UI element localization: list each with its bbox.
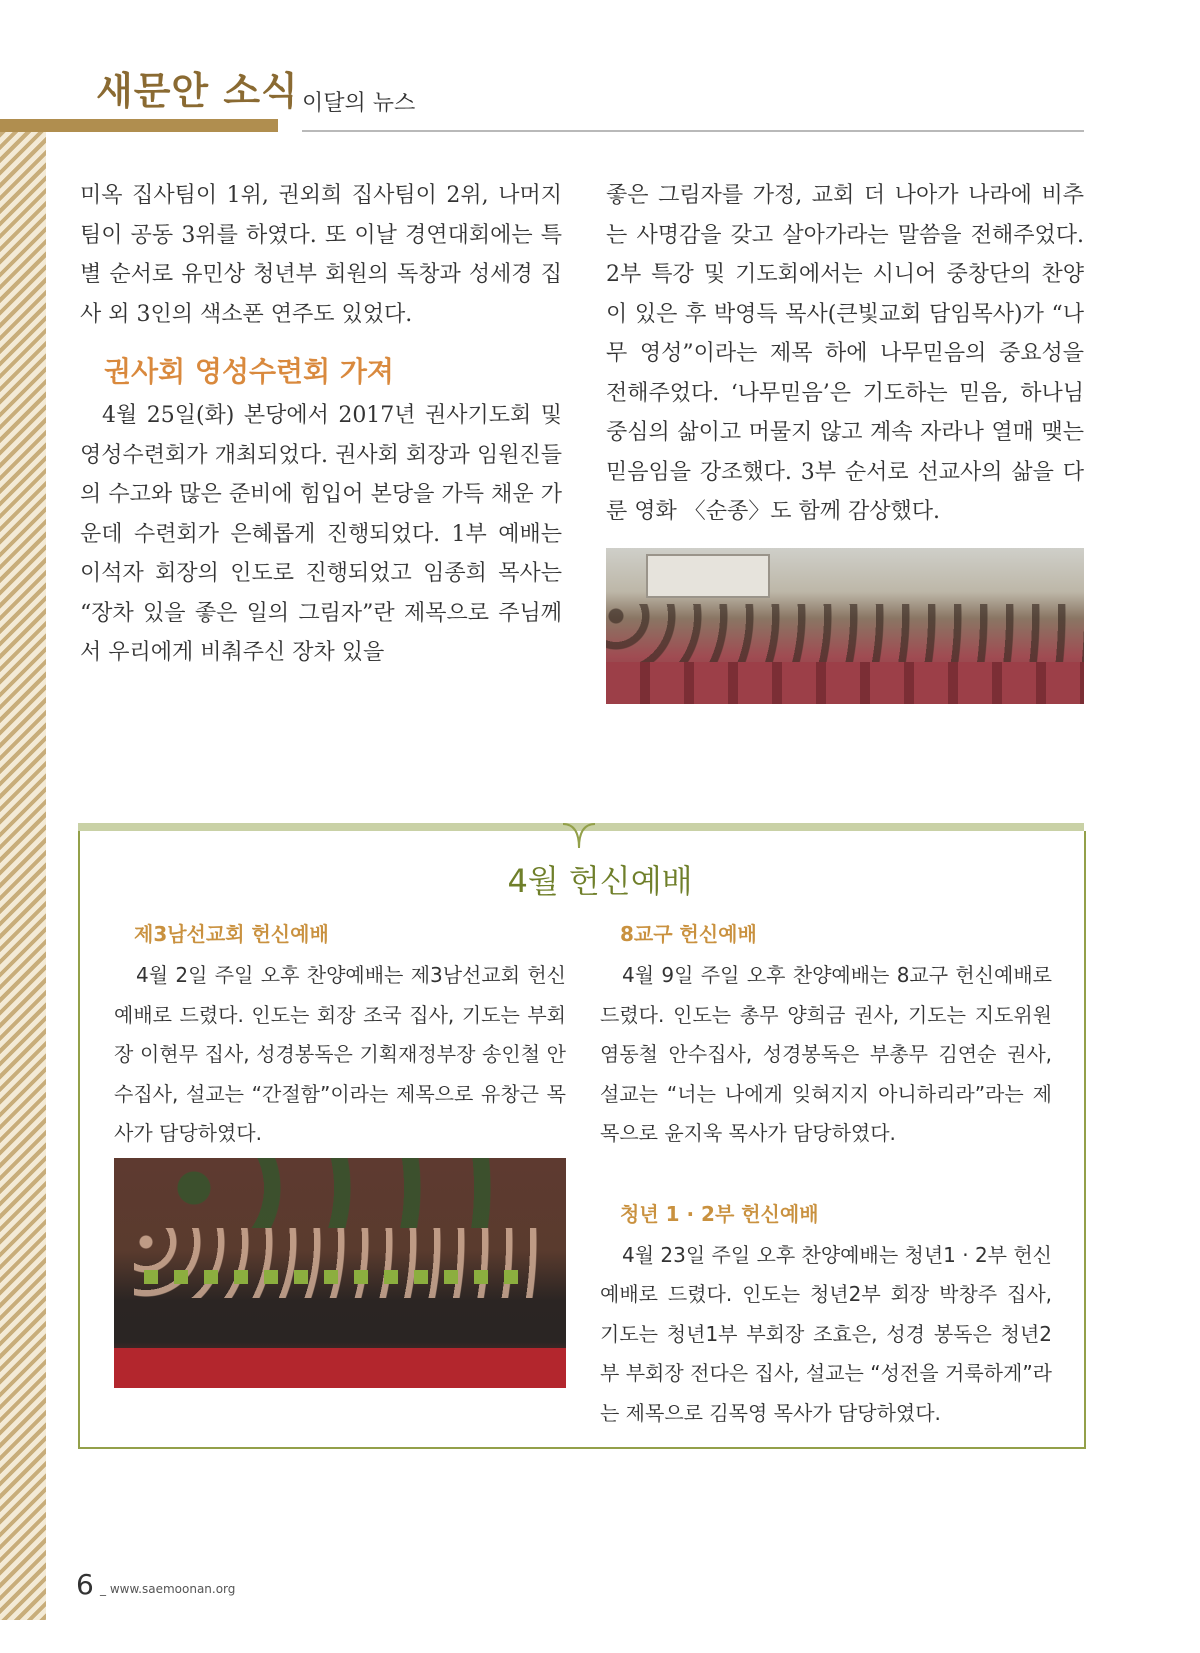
box-left-column — [114, 918, 566, 1154]
page-subtitle: 이달의 뉴스 — [302, 91, 416, 116]
photo-choir — [134, 1228, 546, 1298]
choir-photo — [114, 1158, 566, 1388]
item-paragraph: 4월 9일 주일 오후 찬양예배는 8교구 헌신예배로 드렸다. 인도는 총무 양희금 권사, 기도는 지도위원 염동철 안수집사, 성경봉독은 부총무 김연순 권사, 설교는 “너는 나에게 잊혀지지 아니하리라”라는 제목으로 윤지욱 목사가 담당하였다. — [600, 963, 1052, 1145]
box-title: 4월 헌신예배 — [507, 862, 693, 900]
right-paragraph: 좋은 그림자를 가정, 교회 더 나아가 나라에 비추는 사명감을 갖고 살아가라는 말씀을 전해주었다. 2부 특강 및 기도회에서는 시니어 중창단의 찬양이 있은 후 박영득 목사(큰빛교회 담임목사)가 “나무 영성”이라는 제목 하에 나무믿음의 중요성을 전해주었다. ‘나무믿음’은 기도하는 믿음, 하나님 중심의 삶이고 머물지 않고 계속 자라나 열매 맺는 믿음임을 강조했다. 3부 순서로 선교사의 삶을 다룬 영화 〈순종〉도 함께 감상했다. — [606, 183, 1084, 524]
left-column — [80, 176, 562, 673]
page-number: 6 — [76, 1568, 94, 1601]
photo-audience — [606, 604, 1084, 664]
photo-hymnals — [144, 1270, 526, 1284]
right-column — [606, 176, 1084, 532]
intro-paragraph: 미옥 집사팀이 1위, 권외희 집사팀이 2위, 나머지 팀이 공동 3위를 하였다. 또 이날 경연대회에는 특별 순서로 유민상 청년부 회원의 독창과 성세경 집사 외 3인의 색소폰 연주도 있었다. — [80, 183, 562, 327]
retreat-photo — [606, 548, 1084, 704]
box-right-column — [600, 918, 1052, 1433]
photo-plants — [174, 1158, 504, 1228]
section-paragraph: 4월 25일(화) 본당에서 2017년 권사기도회 및 영성수련회가 개최되었다. 권사회 회장과 임원진들의 수고와 많은 준비에 힘입어 본당을 가득 채운 가운데 수련회가 은혜롭게 진행되었다. 1부 예배는 이석자 회장의 인도로 진행되었고 임종희 목사는 “장차 있을 좋은 일의 그림자”란 제목으로 주님께서 우리에게 비춰주신 장차 있을 — [80, 403, 562, 665]
header-divider — [302, 130, 1084, 132]
item-title: 8교구 헌신예배 — [620, 922, 757, 946]
photo-screen — [646, 554, 770, 598]
item-paragraph: 4월 2일 주일 오후 찬양예배는 제3남선교회 헌신예배로 드렸다. 인도는 회장 조국 집사, 기도는 부회장 이현무 집사, 성경봉독은 기획재정부장 송인철 안수집사, 설교는 “간절함”이라는 제목으로 유창근 목사가 담당하였다. — [114, 963, 566, 1145]
item-paragraph: 4월 23일 주일 오후 찬양예배는 청년1 · 2부 헌신예배로 드렸다. 인도는 청년2부 회장 박창주 집사, 기도는 청년1부 부회장 조효은, 성경 봉독은 청년2부 부회장 전다은 집사, 설교는 “성전을 거룩하게”라는 제목으로 김목영 목사가 담당하였다. — [600, 1242, 1052, 1425]
section-title: 권사회 영성수련회 가져 — [104, 355, 394, 388]
photo-chairs — [606, 662, 1084, 704]
box-notch-decoration — [563, 818, 595, 850]
item-title: 청년 1 · 2부 헌신예배 — [620, 1201, 819, 1226]
page-title: 새문안 소식 — [96, 69, 299, 113]
site-url: _ www.saemoonan.org — [100, 1582, 236, 1596]
header-accent-bar — [0, 119, 278, 132]
photo-carpet — [114, 1348, 566, 1388]
item-title: 제3남선교회 헌신예배 — [134, 922, 329, 946]
